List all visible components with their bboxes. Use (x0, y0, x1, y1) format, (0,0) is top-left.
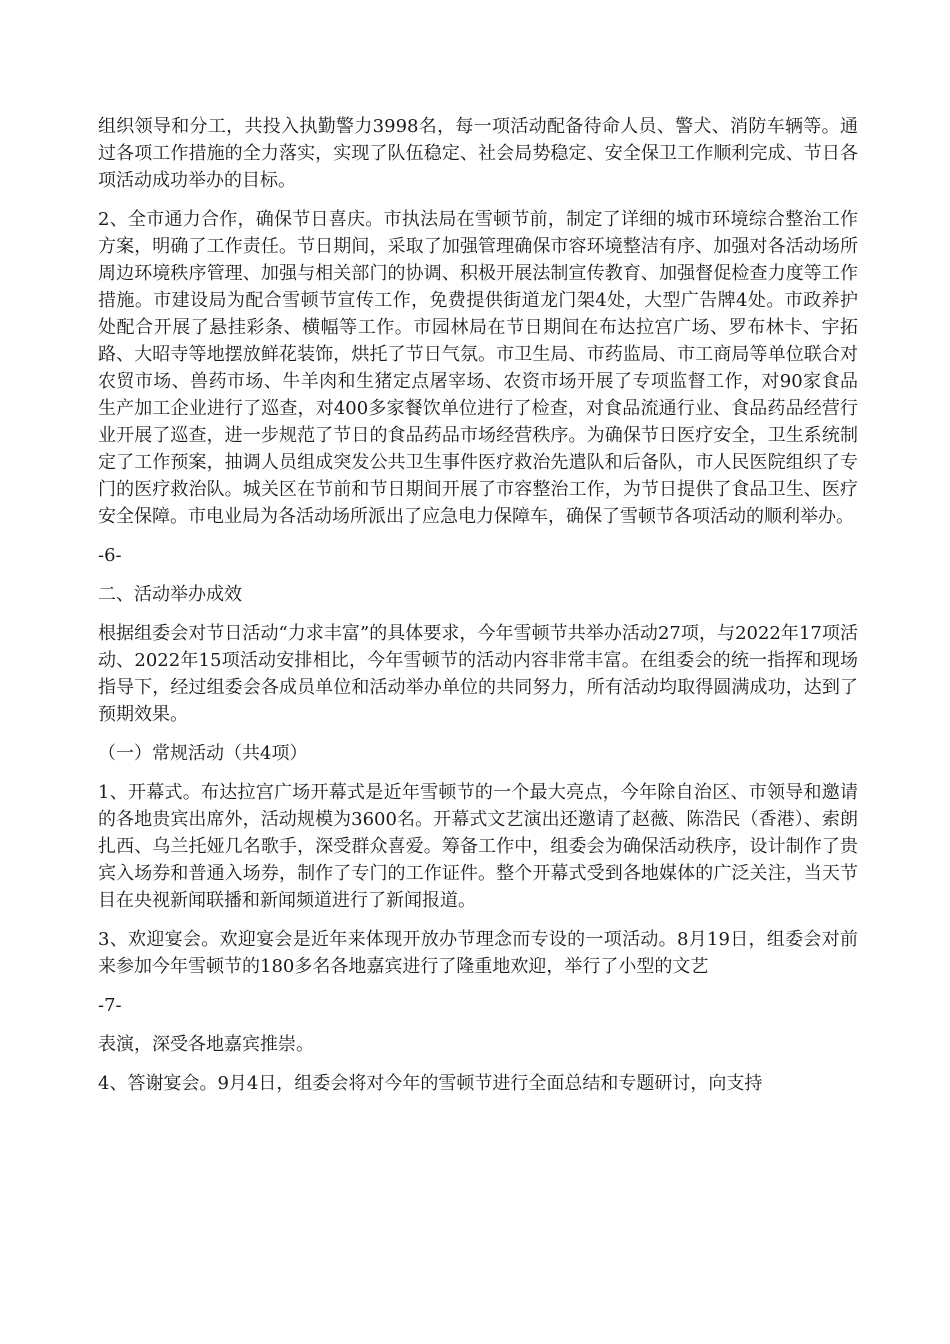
paragraph-thanks-banquet: 4、答谢宴会。9月4日，组委会将对今年的雪顿节进行全面总结和专题研讨，向支持 (98, 1073, 763, 1094)
paragraph-welcome-banquet: 3、欢迎宴会。欢迎宴会是近年来体现开放办节理念而专设的一项活动。8月19日，组委会对前来参加今年雪顿节的180多名各地嘉宾进行了隆重地欢迎，举行了小型的文艺 (98, 929, 858, 977)
paragraph-results-overview: 根据组委会对节日活动“力求丰富”的具体要求，今年雪顿节共举办活动27项，与2022年17项活动、2022年15项活动安排相比，今年雪顿节的活动内容非常丰富。在组委会的统一指挥和现场指导下，经过组委会各成员单位和活动举办单位的共同努力，所有活动均取得圆满成功，达到了预期效果。 (98, 623, 858, 725)
section-heading-results: 二、活动举办成效 (98, 584, 242, 605)
paragraph-performance-continued: 表演，深受各地嘉宾推崇。 (98, 1034, 314, 1055)
document-page (98, 113, 858, 1109)
paragraph-opening-ceremony: 1、开幕式。布达拉宫广场开幕式是近年雪顿节的一个最大亮点，今年除自治区、市领导和邀请的各地贵宾出席外，活动规模为3600名。开幕式文艺演出还邀请了赵薇、陈浩民（香港）、索朗扎西、乌兰托娅几名歌手，深受群众喜爱。筹备工作中，组委会为确保活动秩序，设计制作了贵宾入场券和普通入场券，制作了专门的工作证件。整个开幕式受到各地媒体的广泛关注，当天节目在央视新闻联播和新闻频道进行了新闻报道。 (98, 782, 858, 911)
page-number-7: -7- (98, 995, 122, 1016)
paragraph-city-cooperation: 2、全市通力合作，确保节日喜庆。市执法局在雪顿节前，制定了详细的城市环境综合整治工作方案，明确了工作责任。节日期间，采取了加强管理确保市容环境整洁有序、加强对各活动场所周边环境秩序管理、加强与相关部门的协调、积极开展法制宣传教育、加强督促检查力度等工作措施。市建设局为配合雪顿节宣传工作，免费提供街道龙门架4处，大型广告牌4处。市政养护处配合开展了悬挂彩条、横幅等工作。市园林局在节日期间在布达拉宫广场、罗布林卡、宇拓路、大昭寺等地摆放鲜花装饰，烘托了节日气氛。市卫生局、市药监局、市工商局等单位联合对农贸市场、兽药市场、牛羊肉和生猪定点屠宰场、农资市场开展了专项监督工作，对90家食品生产加工企业进行了巡查，对400多家餐饮单位进行了检查，对食品流通行业、食品药品经营行业开展了巡查，进一步规范了节日的食品药品市场经营秩序。为确保节日医疗安全，卫生系统制定了工作预案，抽调人员组成突发公共卫生事件医疗救治先遣队和后备队，市人民医院组织了专门的医疗救治队。城关区在节前和节日期间开展了市容整治工作，为节日提供了食品卫生、医疗安全保障。市电业局为各活动场所派出了应急电力保障车，确保了雪顿节各项活动的顺利举办。 (98, 209, 858, 527)
paragraph-security-summary: 组织领导和分工，共投入执勤警力3998名，每一项活动配备待命人员、警犬、消防车辆等。通过各项工作措施的全力落实，实现了队伍稳定、社会局势稳定、安全保卫工作顺利完成、节日各项活动成功举办的目标。 (98, 116, 858, 191)
subsection-heading-regular-activities: （一）常规活动（共4项） (98, 743, 308, 764)
page-number-6: -6- (98, 545, 122, 566)
